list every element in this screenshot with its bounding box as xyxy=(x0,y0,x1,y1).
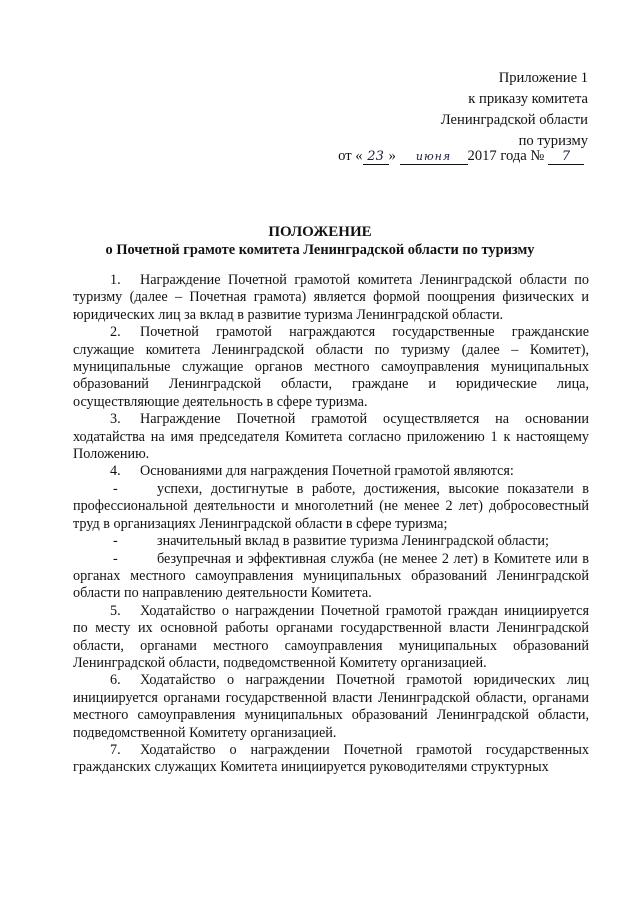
document-body xyxy=(73,272,589,777)
list-item xyxy=(73,533,589,550)
paragraph-text: Награждение Почетной грамотой осуществляется на основании ходатайства на имя председателя Комитета согласно приложению 1 к настоящему Положению. xyxy=(73,411,589,463)
paragraph-text: Почетной грамотой награждаются государственные гражданские служащие комитета Ленинградской области по туризму (далее – Комитет), муниципальные служащие органов местного самоуправления муниципальных образований Ленинградской области, граждане и юридические лица, осуществляющие деятельность в сфере туризма. xyxy=(73,324,589,410)
paragraph-4 xyxy=(73,463,589,480)
document-subtitle: о Почетной грамоте комитета Ленинградской области по туризму xyxy=(105,242,535,258)
paragraph-number: 2. xyxy=(110,324,121,341)
list-item-text: безупречная и эффективная служба (не менее 2 лет) в Комитете или в органах местного самоуправления муниципальных образований Ленинградской области по направлению деятельности Комитета. xyxy=(73,550,589,602)
appendix-line: Ленинградской области xyxy=(440,112,588,128)
document-title: ПОЛОЖЕНИЕ xyxy=(268,224,372,240)
date-day-handwritten: 23 xyxy=(363,149,389,165)
paragraph-number: 1. xyxy=(110,272,121,288)
paragraph-number: 6. xyxy=(110,672,121,689)
paragraph-number: 5. xyxy=(110,602,121,619)
paragraph-number: 3. xyxy=(110,411,121,428)
date-year: 2017 года № xyxy=(467,148,545,164)
paragraph-2 xyxy=(73,324,589,411)
appendix-line: Приложение 1 xyxy=(498,70,588,86)
list-item xyxy=(73,481,589,533)
date-mid: » xyxy=(388,148,396,164)
date-prefix: от « xyxy=(338,148,363,164)
list-dash: - xyxy=(113,480,118,497)
list-item xyxy=(73,551,589,603)
paragraph-3 xyxy=(73,411,589,463)
paragraph-6 xyxy=(73,672,589,742)
list-dash: - xyxy=(113,550,118,567)
paragraph-text: Ходатайство о награждении Почетной грамотой юридических лиц инициируется органами государственной власти Ленинградской области, органами местного самоуправления муниципальных образований Ленинградской области, подведомственной Комитету организацией. xyxy=(73,672,589,741)
list-dash: - xyxy=(113,533,118,550)
paragraph-5 xyxy=(73,603,589,673)
paragraph-7 xyxy=(73,742,589,777)
appendix-line: к приказу комитета xyxy=(468,91,588,107)
paragraph-text: Ходатайство о награждении Почетной грамотой государственных гражданских служащих Комитета инициируется руководителями структурных xyxy=(73,741,589,776)
list-item-text: значительный вклад в развитие туризма Ленинградской области; xyxy=(157,533,549,550)
paragraph-1 xyxy=(73,272,589,324)
order-dateline xyxy=(338,148,584,165)
paragraph-number: 7. xyxy=(110,741,121,758)
date-month-handwritten: июня xyxy=(400,149,468,165)
paragraph-text: Ходатайство о награждении Почетной грамотой граждан инициируется по месту их основной работы органами государственной власти Ленинградской области, органами местного самоуправления муниципальных образований Ленинградской области, подведомственной Комитету организацией. xyxy=(73,602,589,671)
appendix-block xyxy=(441,68,588,152)
appendix-line: по туризму xyxy=(518,133,588,149)
paragraph-number: 4. xyxy=(110,463,121,480)
order-number-handwritten: 7 xyxy=(548,149,584,165)
paragraph-text: Награждение Почетной грамотой комитета Ленинградской области по туризму (далее – Почетная грамота) является формой поощрения физических и юридических лиц за вклад в развитие туризма Ленинградской области. xyxy=(73,272,589,323)
list-item-text: успехи, достигнутые в работе, достижения, высокие показатели в профессиональной деятельности и многолетний (не менее 2 лет) добросовестный труд в организациях Ленинградской области в сфере туризма; xyxy=(73,480,589,532)
paragraph-text: Основаниями для награждения Почетной грамотой являются: xyxy=(140,463,514,480)
